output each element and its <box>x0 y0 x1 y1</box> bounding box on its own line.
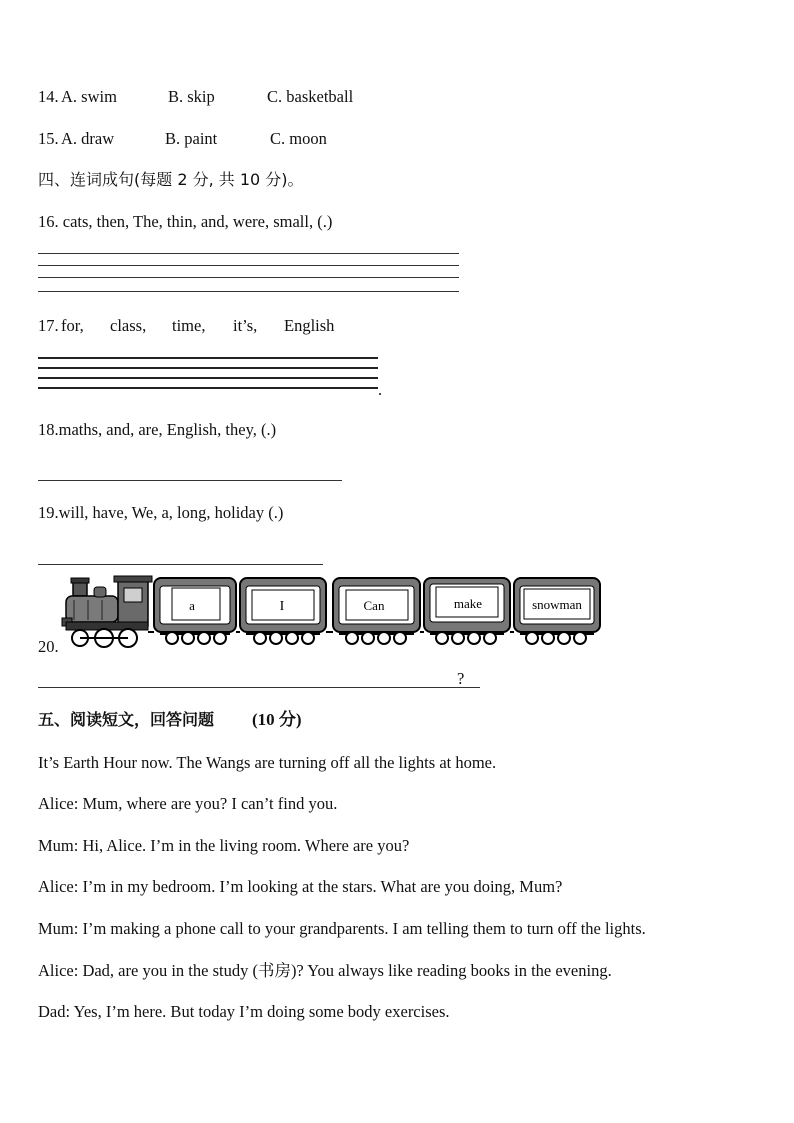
passage-line: Alice: Dad, are you in the study (书房)? You always like reading books in the evening. <box>38 961 612 980</box>
train-illustration <box>60 572 605 652</box>
q16-answer-line-1 <box>38 253 459 254</box>
train-car-word: I <box>279 599 285 614</box>
locomotive-icon <box>62 576 152 647</box>
train-car-word: make <box>453 596 483 611</box>
passage-line: Mum: I’m making a phone call to your grandparents. I am telling them to turn off the lights. <box>38 919 646 938</box>
section-5-score: (10 分) <box>252 710 302 729</box>
section-4-title: 四、连词成句(每题 2 分, 共 10 分)。 <box>38 170 304 189</box>
q16-answer-line-2 <box>38 265 459 266</box>
q15-number: 15. <box>38 129 59 148</box>
train-car-word: snowman <box>532 597 582 612</box>
q20-answer-line <box>38 687 480 688</box>
q15-option-b: B. paint <box>165 129 218 148</box>
q14-number: 14. <box>38 87 59 106</box>
train-car-word: Can <box>363 598 385 613</box>
q14-option-c: C. basketball <box>267 87 354 106</box>
train-car-1 <box>154 578 236 644</box>
q15-option-a: A. draw <box>61 129 115 148</box>
q17-answer-line-4 <box>38 387 378 389</box>
q17-end-mark: . <box>378 380 383 399</box>
q15-option-c: C. moon <box>270 129 327 148</box>
passage-line: Mum: Hi, Alice. I’m in the living room. Where are you? <box>38 836 410 855</box>
train-car-5 <box>514 578 600 644</box>
q17-answer-line-3 <box>38 377 378 379</box>
train-car-word: a <box>189 598 195 613</box>
passage-line: Alice: Mum, where are you? I can’t find you. <box>38 794 338 813</box>
q18-answer-line <box>38 480 342 481</box>
q16-answer-line-3 <box>38 277 459 278</box>
q17-word: for, <box>61 316 84 335</box>
passage-line: Alice: I’m in my bedroom. I’m looking at the stars. What are you doing, Mum? <box>38 877 563 896</box>
q17-answer-line-1 <box>38 357 378 359</box>
q20-number: 20. <box>38 637 59 656</box>
train-car-2 <box>240 578 326 644</box>
q14-option-a: A. swim <box>61 87 117 106</box>
q17-answer-line-2 <box>38 367 378 369</box>
q17-word: it’s, <box>233 316 258 335</box>
passage-line: It’s Earth Hour now. The Wangs are turning off all the lights at home. <box>38 753 497 772</box>
q19-answer-line <box>38 564 323 565</box>
q14-option-b: B. skip <box>168 87 215 106</box>
q19-words: 19.will, have, We, a, long, holiday (.) <box>38 503 284 522</box>
section-5-title: 五、阅读短文，回答问题 <box>38 710 215 729</box>
passage-line: Dad: Yes, I’m here. But today I’m doing some body exercises. <box>38 1002 450 1021</box>
train-car-3 <box>333 578 420 644</box>
q17-number: 17. <box>38 316 59 335</box>
train-car-4 <box>424 578 510 644</box>
q20-end-mark: ? <box>457 669 465 688</box>
q16-answer-line-4 <box>38 291 459 292</box>
q16-words: 16. cats, then, The, thin, and, were, small, (.) <box>38 212 333 231</box>
q18-words: 18.maths, and, are, English, they, (.) <box>38 420 277 439</box>
q17-word: class, <box>110 316 147 335</box>
q17-word: English <box>284 316 335 335</box>
q17-word: time, <box>172 316 206 335</box>
